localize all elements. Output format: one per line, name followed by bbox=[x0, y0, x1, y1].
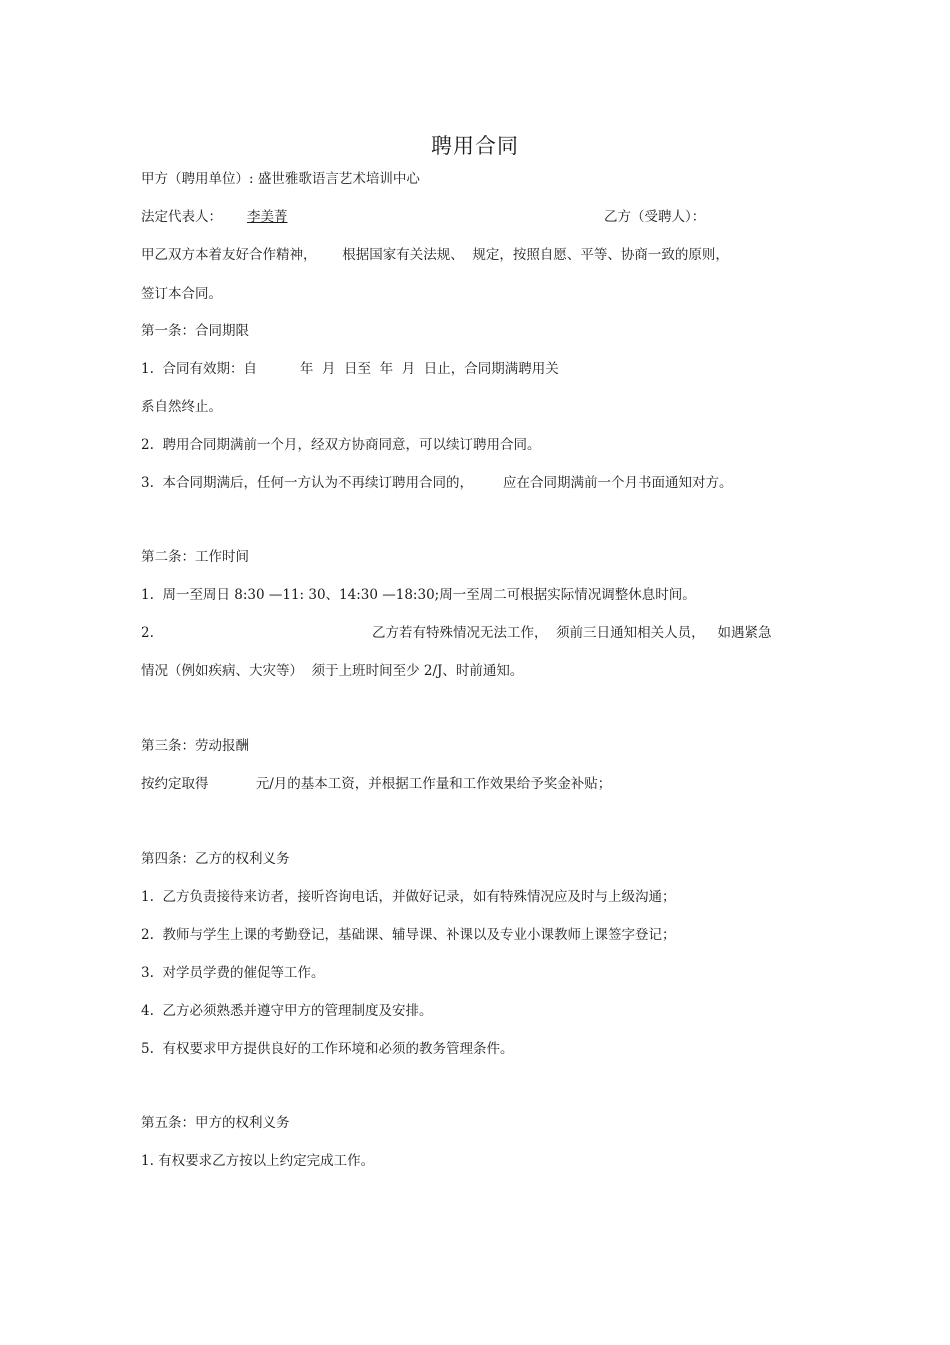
section-1-heading: 第一条：合同期限 bbox=[141, 323, 249, 339]
section-5-item-1: 1. 有权要求乙方按以上约定完成工作。 bbox=[141, 1153, 375, 1169]
section-2-item-2-num: 2. bbox=[141, 625, 154, 641]
legal-rep-label: 法定代表人： bbox=[141, 209, 222, 225]
section-2-item-2-cont: 情况（例如疾病、大灾等） 须于上班时间至少 2/J、时前通知。 bbox=[141, 663, 524, 679]
section-3-heading: 第三条：劳动报酬 bbox=[141, 738, 249, 754]
section-4-item-3: 3. 对学员学费的催促等工作。 bbox=[141, 965, 325, 981]
legal-rep-name: 李美菁 bbox=[247, 209, 288, 225]
section-4-item-5: 5. 有权要求甲方提供良好的工作环境和必须的教务管理条件。 bbox=[141, 1041, 514, 1057]
section-2-item-1: 1. 周一至周日 8:30 —11: 30、14:30 —18:30;周一至周二可根据实际情况调整休息时间。 bbox=[141, 587, 696, 603]
document-title: 聘用合同 bbox=[431, 134, 519, 158]
section-1-item-1: 1. 合同有效期：自 年 月 日至 年 月 日止，合同期满聘用关 bbox=[141, 361, 559, 377]
section-1-item-1-cont: 系自然终止。 bbox=[141, 399, 222, 415]
party-b-label: 乙方（受聘人）： bbox=[604, 209, 706, 225]
section-4-item-2: 2. 教师与学生上课的考勤登记，基础课、辅导课、补课以及专业小课教师上课签字登记； bbox=[141, 927, 676, 943]
section-1-item-3: 3. 本合同期满后，任何一方认为不再续订聘用合同的， 应在合同期满前一个月书面通知对方。 bbox=[141, 475, 733, 491]
intro-line-1: 甲乙双方本着友好合作精神， 根据国家有关法规、 规定，按照自愿、平等、协商一致的原则， bbox=[141, 247, 729, 263]
section-2-heading: 第二条：工作时间 bbox=[141, 549, 249, 565]
section-3-item-1: 按约定取得 元/月的基本工资，并根据工作量和工作效果给予奖金补贴； bbox=[141, 776, 612, 792]
section-5-heading: 第五条：甲方的权利义务 bbox=[141, 1115, 290, 1131]
section-2-item-2: 乙方若有特殊情况无法工作， 须前三日通知相关人员， 如遇紧急 bbox=[372, 625, 772, 641]
section-1-item-2: 2. 聘用合同期满前一个月，经双方协商同意，可以续订聘用合同。 bbox=[141, 437, 541, 453]
section-4-item-1: 1. 乙方负责接待来访者，接听咨询电话，并做好记录，如有特殊情况应及时与上级沟通； bbox=[141, 889, 676, 905]
section-4-item-4: 4. 乙方必须熟悉并遵守甲方的管理制度及安排。 bbox=[141, 1003, 433, 1019]
section-4-heading: 第四条：乙方的权利义务 bbox=[141, 851, 290, 867]
party-a-line: 甲方（聘用单位）: 盛世雅歌语言艺术培训中心 bbox=[141, 171, 420, 187]
intro-line-2: 签订本合同。 bbox=[141, 286, 222, 302]
